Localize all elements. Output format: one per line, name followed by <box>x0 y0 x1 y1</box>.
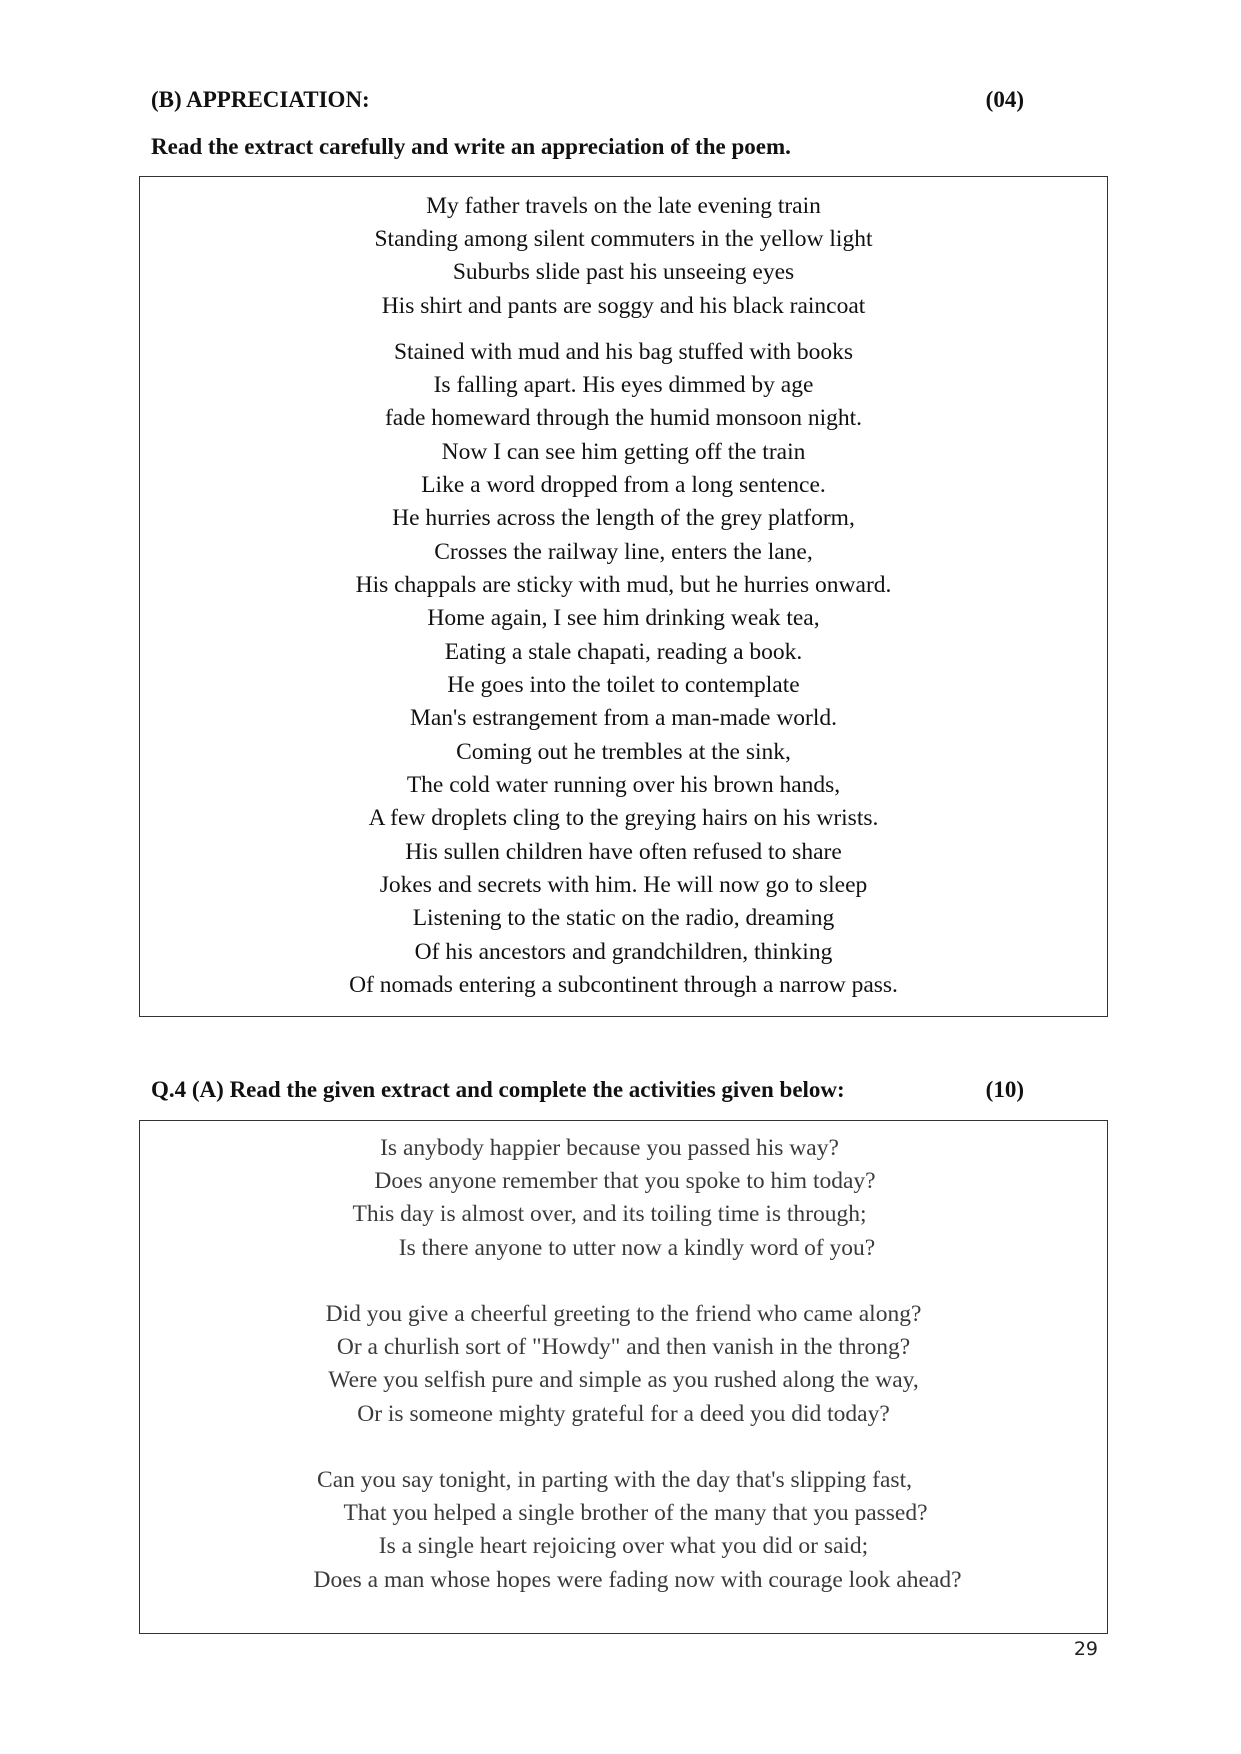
poem-line: Of nomads entering a subcontinent through a narrow pass. <box>349 972 898 998</box>
poem-line: Home again, I see him drinking weak tea, <box>427 605 820 631</box>
page-number: 29 <box>1073 1638 1098 1660</box>
poem-line: Suburbs slide past his unseeing eyes <box>452 259 795 285</box>
poem-line: A few droplets cling to the greying hairs on his wrists. <box>368 805 879 831</box>
section-b-instruction: Read the extract carefully and write an appreciation of the poem. <box>151 134 791 159</box>
poem-line: He hurries across the length of the grey platform, <box>392 505 855 531</box>
q4-title: Q.4 (A) Read the given extract and complete the activities given below: <box>151 1077 845 1102</box>
poem-line: Does a man whose hopes were fading now with courage look ahead? <box>313 1567 962 1593</box>
poem-line: His sullen children have often refused to share <box>405 839 842 865</box>
section-b-marks: (04) <box>985 87 1024 112</box>
poem-line: Is falling apart. His eyes dimmed by age <box>433 372 814 398</box>
poem-line: Jokes and secrets with him. He will now go to sleep <box>379 872 868 898</box>
section-b-title: (B) APPRECIATION: <box>151 87 370 112</box>
poem-line: Does anyone remember that you spoke to him today? <box>374 1168 876 1194</box>
poem-line: Is there anyone to utter now a kindly word of you? <box>398 1235 876 1261</box>
poem-line: This day is almost over, and its toiling time is through; <box>352 1201 867 1227</box>
poem-line: Stained with mud and his bag stuffed with books <box>393 339 854 365</box>
poem-line: Or is someone mighty grateful for a deed you did today? <box>357 1401 890 1427</box>
poem-line: Standing among silent commuters in the yellow light <box>374 226 873 252</box>
poem-line: That you helped a single brother of the many that you passed? <box>343 1500 928 1526</box>
poem-line: Is a single heart rejoicing over what you did or said; <box>378 1533 869 1559</box>
poem-line: Like a word dropped from a long sentence. <box>421 472 826 498</box>
poem-box-appreciation <box>139 176 1108 1017</box>
poem-line: His chappals are sticky with mud, but he hurries onward. <box>355 572 892 598</box>
poem-line: Crosses the railway line, enters the lane, <box>434 539 813 565</box>
poem-line: Is anybody happier because you passed his way? <box>380 1135 839 1161</box>
poem-line: Were you selfish pure and simple as you rushed along the way, <box>328 1367 919 1393</box>
poem-box-extract <box>139 1120 1108 1634</box>
q4-marks: (10) <box>985 1077 1024 1102</box>
poem-line: Now I can see him getting off the train <box>441 439 806 465</box>
poem-line: My father travels on the late evening train <box>426 193 821 219</box>
poem-line: Listening to the static on the radio, dreaming <box>412 905 835 931</box>
poem-line: Did you give a cheerful greeting to the friend who came along? <box>325 1301 922 1327</box>
poem-line: Coming out he trembles at the sink, <box>456 739 791 765</box>
poem-line: The cold water running over his brown hands, <box>406 772 841 798</box>
poem-line: His shirt and pants are soggy and his black raincoat <box>381 293 866 319</box>
poem-line: Can you say tonight, in parting with the day that's slipping fast, <box>317 1467 912 1493</box>
poem-line: Or a churlish sort of "Howdy" and then vanish in the throng? <box>336 1334 911 1360</box>
poem-line: fade homeward through the humid monsoon night. <box>384 405 863 431</box>
poem-line: Man's estrangement from a man-made world. <box>409 705 838 731</box>
poem-line: Eating a stale chapati, reading a book. <box>444 639 803 665</box>
poem-line: He goes into the toilet to contemplate <box>447 672 800 698</box>
poem-line: Of his ancestors and grandchildren, thinking <box>414 939 833 965</box>
